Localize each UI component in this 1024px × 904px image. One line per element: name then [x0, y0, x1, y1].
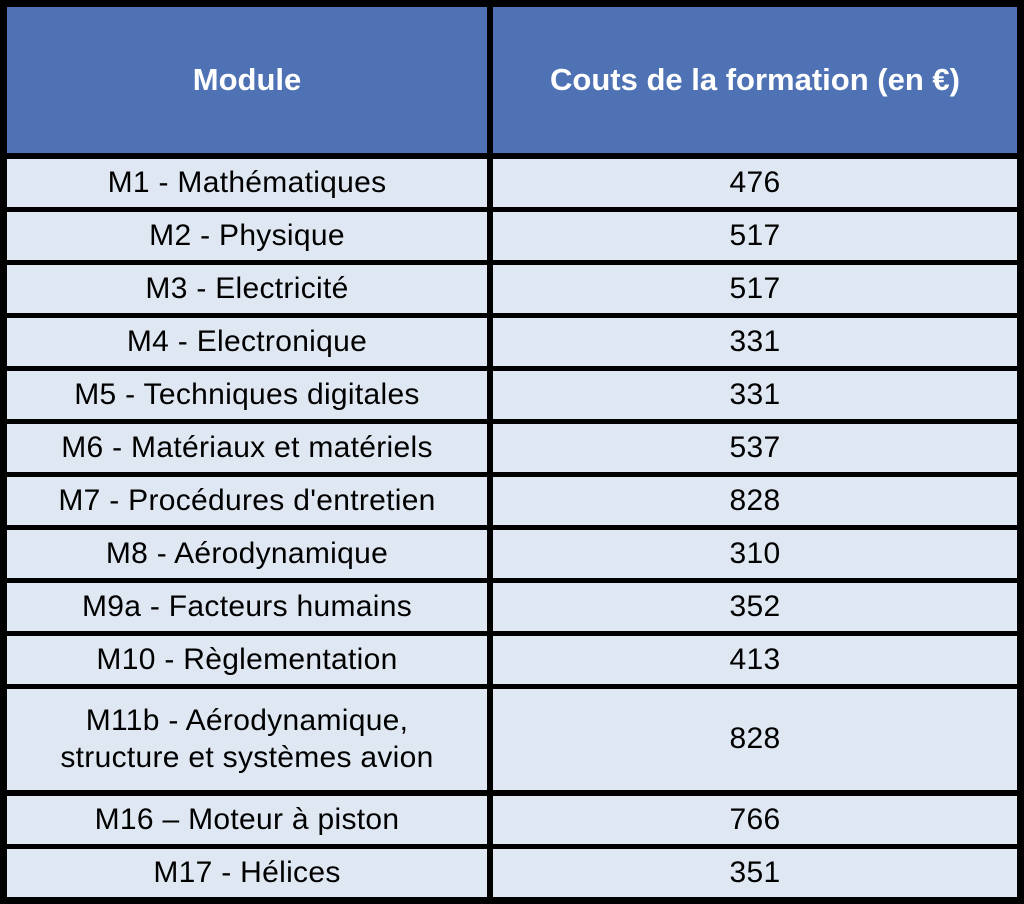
module-cell: M9a - Facteurs humains	[7, 583, 487, 631]
cost-cell: 828	[493, 477, 1017, 525]
cost-cell: 766	[493, 796, 1017, 844]
module-cell: M2 - Physique	[7, 212, 487, 260]
table-row	[7, 371, 1017, 419]
table-header-row	[7, 7, 1017, 153]
module-cell: M7 - Procédures d'entretien	[7, 477, 487, 525]
module-cell: M4 - Electronique	[7, 318, 487, 366]
header-module: Module	[7, 7, 487, 153]
table-row	[7, 318, 1017, 366]
module-cell: M16 – Moteur à piston	[7, 796, 487, 844]
table-row	[7, 689, 1017, 790]
header-cost: Couts de la formation (en €)	[493, 7, 1017, 153]
table-row	[7, 636, 1017, 684]
cost-cell: 331	[493, 371, 1017, 419]
cost-cell: 310	[493, 530, 1017, 578]
table-row	[7, 265, 1017, 313]
cost-cell: 476	[493, 159, 1017, 207]
table-row	[7, 583, 1017, 631]
module-cell: M11b - Aérodynamique, structure et systèmes avion	[7, 689, 487, 790]
table-row	[7, 159, 1017, 207]
module-cell: M3 - Electricité	[7, 265, 487, 313]
cost-cell: 413	[493, 636, 1017, 684]
module-cell: M5 - Techniques digitales	[7, 371, 487, 419]
module-cell: M1 - Mathématiques	[7, 159, 487, 207]
cost-cell: 537	[493, 424, 1017, 472]
cost-cell: 828	[493, 689, 1017, 790]
module-cell: M10 - Règlementation	[7, 636, 487, 684]
cost-cell: 351	[493, 849, 1017, 897]
table-row	[7, 424, 1017, 472]
cost-cell: 352	[493, 583, 1017, 631]
module-cell: M6 - Matériaux et matériels	[7, 424, 487, 472]
cost-cell: 331	[493, 318, 1017, 366]
cost-cell: 517	[493, 212, 1017, 260]
table-row	[7, 849, 1017, 897]
module-cell: M8 - Aérodynamique	[7, 530, 487, 578]
cost-cell: 517	[493, 265, 1017, 313]
table-row	[7, 796, 1017, 844]
table-row	[7, 212, 1017, 260]
module-cell: M17 - Hélices	[7, 849, 487, 897]
table-row	[7, 477, 1017, 525]
table-row	[7, 530, 1017, 578]
